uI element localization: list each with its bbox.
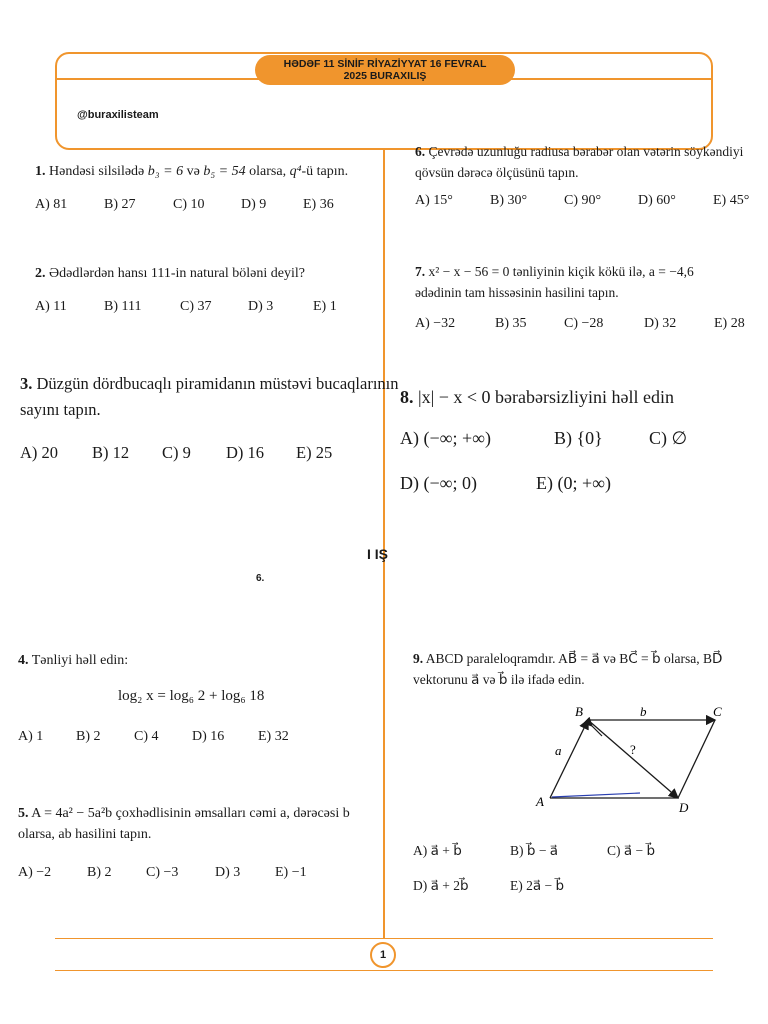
option-e[interactable]: E) 28: [714, 316, 745, 331]
question-number: 8.: [400, 387, 414, 407]
question-6: [415, 141, 743, 183]
option-b[interactable]: B) 35: [495, 316, 527, 331]
option-d[interactable]: D) 3: [215, 865, 241, 880]
option-c[interactable]: C) 9: [162, 443, 191, 462]
question-number: 3.: [20, 374, 33, 393]
question-8: [400, 384, 674, 410]
option-a[interactable]: A) 20: [20, 443, 59, 462]
question-text: x² − x − 56 = 0 tənliyinin kiçik kökü ilə, a = −4,6: [428, 264, 694, 279]
option-e[interactable]: E) 32: [258, 729, 289, 744]
q5-options: [18, 865, 307, 881]
option-d[interactable]: D) 16: [192, 729, 225, 744]
question-3: [20, 371, 399, 423]
option-a[interactable]: A) −2: [18, 865, 52, 880]
footer-line-bottom: [55, 970, 713, 971]
option-d[interactable]: D) 3: [248, 299, 274, 314]
question-text: -ü tapın.: [301, 164, 349, 179]
question-text: vektorunu a⃗ və b⃗ ilə ifadə edin.: [413, 672, 585, 687]
parallelogram-figure: [530, 700, 740, 820]
label-question: ?: [630, 742, 636, 757]
question-number: 1.: [35, 164, 46, 179]
option-c[interactable]: C) −3: [146, 865, 179, 880]
question-7: [415, 261, 694, 303]
stray-mark: I IŞ: [367, 546, 389, 562]
option-d[interactable]: D) (−∞; 0): [400, 473, 477, 493]
question-4: [18, 650, 128, 671]
page-number: 1: [370, 942, 396, 968]
option-c[interactable]: C) a⃗ − b⃗: [607, 843, 656, 858]
question-text: olarsa, ab hasilini tapın.: [18, 827, 152, 842]
log-formula: log₂ x = log₆ 2 + log₆ 18: [118, 688, 265, 704]
question-text: qövsün dərəcə ölçüsünü tapın.: [415, 165, 579, 180]
math-expr: q⁴: [289, 164, 302, 179]
question-number: 9.: [413, 651, 424, 666]
label-b: B: [575, 704, 583, 719]
q4-options: [18, 729, 289, 745]
option-a[interactable]: A) a⃗ + b⃗: [413, 843, 462, 858]
question-text: Düzgün dördbucaqlı piramidanın müstəvi bucaqlarının: [36, 374, 399, 393]
label-d: D: [679, 800, 689, 815]
q7-options: [415, 316, 745, 332]
question-text: |x| − x < 0 bərabərsizliyini həll edin: [418, 387, 674, 407]
question-number: 4.: [18, 653, 29, 668]
question-text: Həndəsi silsilədə: [49, 164, 148, 179]
vector-bd: [588, 720, 678, 798]
title-line-1: HƏDƏF 11 SİNİF RİYAZİYYAT 16 FEVRAL: [283, 58, 487, 70]
question-text: A = 4a² − 5a²b çoxhədlisinin əmsalları cəmi a, dərəcəsi b: [31, 806, 350, 821]
option-a[interactable]: A) 11: [35, 299, 67, 314]
option-b[interactable]: B) 12: [92, 443, 130, 462]
option-c[interactable]: C) ∅: [649, 428, 688, 448]
option-c[interactable]: C) 37: [180, 299, 212, 314]
option-e[interactable]: E) 45°: [713, 193, 750, 208]
q9-options-row1: [413, 843, 655, 859]
q6-options: [415, 193, 749, 209]
title-line-2: 2025 BURAXILIŞ: [343, 70, 427, 82]
option-e[interactable]: E) (0; +∞): [536, 473, 611, 493]
option-b[interactable]: B) 27: [104, 197, 136, 212]
vector-a: [550, 720, 588, 798]
option-d[interactable]: D) 32: [644, 316, 677, 331]
question-text: ABCD paraleloqramdır. AB⃗ = a⃗ və BC⃗ = b⃗ olarsa, BD⃗: [425, 651, 723, 666]
option-c[interactable]: C) 4: [134, 729, 159, 744]
option-b[interactable]: B) 2: [87, 865, 112, 880]
q8-options-row2: [400, 473, 611, 494]
question-text: və: [183, 164, 204, 179]
question-text: ədədinin tam hissəsinin hasilini tapın.: [415, 285, 619, 300]
option-d[interactable]: D) 16: [226, 443, 265, 462]
page-title: [255, 55, 515, 85]
question-9: [413, 648, 722, 690]
option-d[interactable]: D) a⃗ + 2b⃗: [413, 878, 469, 893]
math-expr: b₃ = 6: [147, 164, 184, 179]
option-e[interactable]: E) 1: [313, 299, 337, 314]
option-b[interactable]: B) 30°: [490, 193, 528, 208]
q8-options-row1: [400, 428, 687, 449]
option-d[interactable]: D) 9: [241, 197, 267, 212]
option-c[interactable]: C) −28: [564, 316, 604, 331]
option-e[interactable]: E) 25: [296, 443, 333, 462]
q3-options: [20, 443, 332, 463]
option-c[interactable]: C) 10: [173, 197, 205, 212]
question-number: 6.: [415, 144, 426, 159]
question-5: [18, 803, 350, 845]
option-a[interactable]: A) 15°: [415, 193, 453, 208]
stray-mark: 6.: [256, 573, 265, 584]
q2-options: [35, 299, 337, 315]
question-text: Ədədlərdən hansı 111-in natural böləni deyil?: [49, 266, 305, 281]
question-text: Çevrədə uzunluğu radiusa bərabər olan vətərin söykəndiyi: [428, 144, 744, 159]
question-text: olarsa,: [245, 164, 290, 179]
option-b[interactable]: B) 2: [76, 729, 101, 744]
label-vector-a: a⃗: [555, 743, 572, 758]
q9-options-row2: [413, 878, 564, 894]
label-a: A: [536, 794, 544, 809]
option-a[interactable]: A) 81: [35, 197, 68, 212]
blue-mark: [552, 793, 640, 797]
q1-options: [35, 197, 334, 213]
math-expr: b₅ = 54: [203, 164, 246, 179]
question-1: [35, 161, 348, 182]
option-a[interactable]: A) −32: [415, 316, 456, 331]
column-divider: [383, 150, 385, 938]
option-a[interactable]: A) 1: [18, 729, 44, 744]
question-2: [35, 263, 305, 284]
question-text: sayını tapın.: [20, 400, 101, 419]
label-vector-b: b⃗: [640, 704, 657, 719]
channel-handle: @buraxilisteam: [77, 109, 159, 121]
footer-line-top: [55, 938, 713, 939]
question-number: 7.: [415, 264, 426, 279]
option-c[interactable]: C) 90°: [564, 193, 602, 208]
question-number: 2.: [35, 266, 46, 281]
label-c: C: [713, 704, 722, 719]
question-text: Tənliyi həll edin:: [31, 653, 129, 668]
option-e[interactable]: E) −1: [275, 865, 307, 880]
side-cd: [678, 720, 715, 798]
option-d[interactable]: D) 60°: [638, 193, 676, 208]
question-number: 5.: [18, 806, 29, 821]
option-a[interactable]: A) (−∞; +∞): [400, 428, 491, 448]
option-e[interactable]: E) 2a⃗ − b⃗: [510, 878, 565, 893]
option-b[interactable]: B) 111: [104, 299, 142, 314]
option-b[interactable]: B) {0}: [554, 428, 603, 448]
option-e[interactable]: E) 36: [303, 197, 334, 212]
option-b[interactable]: B) b⃗ − a⃗: [510, 843, 559, 858]
